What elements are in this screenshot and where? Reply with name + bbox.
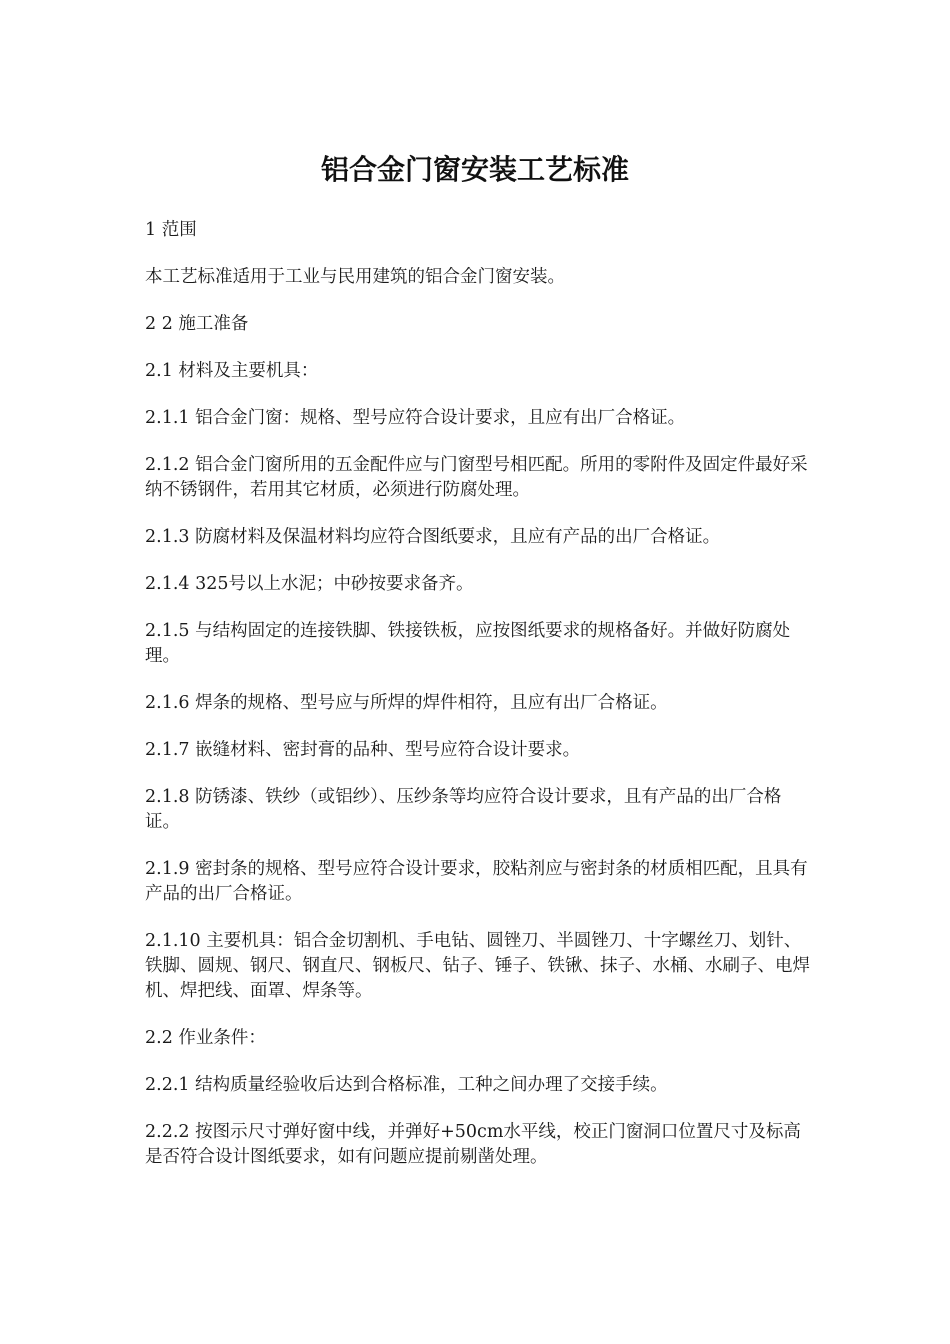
clause-2-1-3: 2.1.3 防腐材料及保温材料均应符合图纸要求，且应有产品的出厂合格证。 — [145, 527, 721, 547]
clause-2-1-6: 2.1.6 焊条的规格、型号应与所焊的焊件相符，且应有出厂合格证。 — [145, 693, 668, 713]
clause-2-2-1: 2.2.1 结构质量经验收后达到合格标准，工种之间办理了交接手续。 — [145, 1075, 668, 1095]
clause-2-1-1: 2.1.1 铝合金门窗：规格、型号应符合设计要求，且应有出厂合格证。 — [145, 408, 686, 428]
clause-2-1-7: 2.1.7 嵌缝材料、密封膏的品种、型号应符合设计要求。 — [145, 740, 581, 760]
clause-2-1-2: 2.1.2 铝合金门窗所用的五金配件应与门窗型号相匹配。所用的零附件及固定件最好采纳不锈钢件，若用其它材质，必须进行防腐处理。 — [145, 455, 808, 500]
document-title: 铝合金门窗安装工艺标准 — [320, 153, 629, 186]
subsection-heading-materials: 2.1 材料及主要机具： — [145, 361, 319, 381]
subsection-heading-conditions: 2.2 作业条件： — [145, 1028, 266, 1048]
clause-2-1-9: 2.1.9 密封条的规格、型号应符合设计要求，胶粘剂应与密封条的材质相匹配，且具有产品的出厂合格证。 — [145, 859, 808, 904]
clause-2-1-8: 2.1.8 防锈漆、铁纱（或铝纱）、压纱条等均应符合设计要求，且有产品的出厂合格证。 — [145, 787, 782, 832]
clause-2-2-2: 2.2.2 按图示尺寸弹好窗中线，并弹好+50cm水平线，校正门窗洞口位置尺寸及标高是否符合设计图纸要求，如有问题应提前剔凿处理。 — [145, 1122, 801, 1167]
clause-2-1-10: 2.1.10 主要机具：铝合金切割机、手电钻、圆锉刀、半圆锉刀、十字螺丝刀、划针、铁脚、圆规、钢尺、钢直尺、钢板尺、钻子、锤子、铁锹、抹子、水桶、水刷子、电焊机、焊把线、面罩、焊条等。 — [145, 931, 810, 1001]
clause-2-1-4: 2.1.4 325号以上水泥；中砂按要求备齐。 — [145, 574, 474, 594]
document-body — [145, 218, 810, 1192]
section-heading-preparation: 2 2 施工准备 — [145, 314, 249, 334]
clause-2-1-5: 2.1.5 与结构固定的连接铁脚、铁接铁板，应按图纸要求的规格备好。并做好防腐处理。 — [145, 621, 791, 666]
scope-paragraph: 本工艺标准适用于工业与民用建筑的铝合金门窗安装。 — [145, 267, 565, 287]
section-heading-scope: 1 范围 — [145, 220, 197, 240]
